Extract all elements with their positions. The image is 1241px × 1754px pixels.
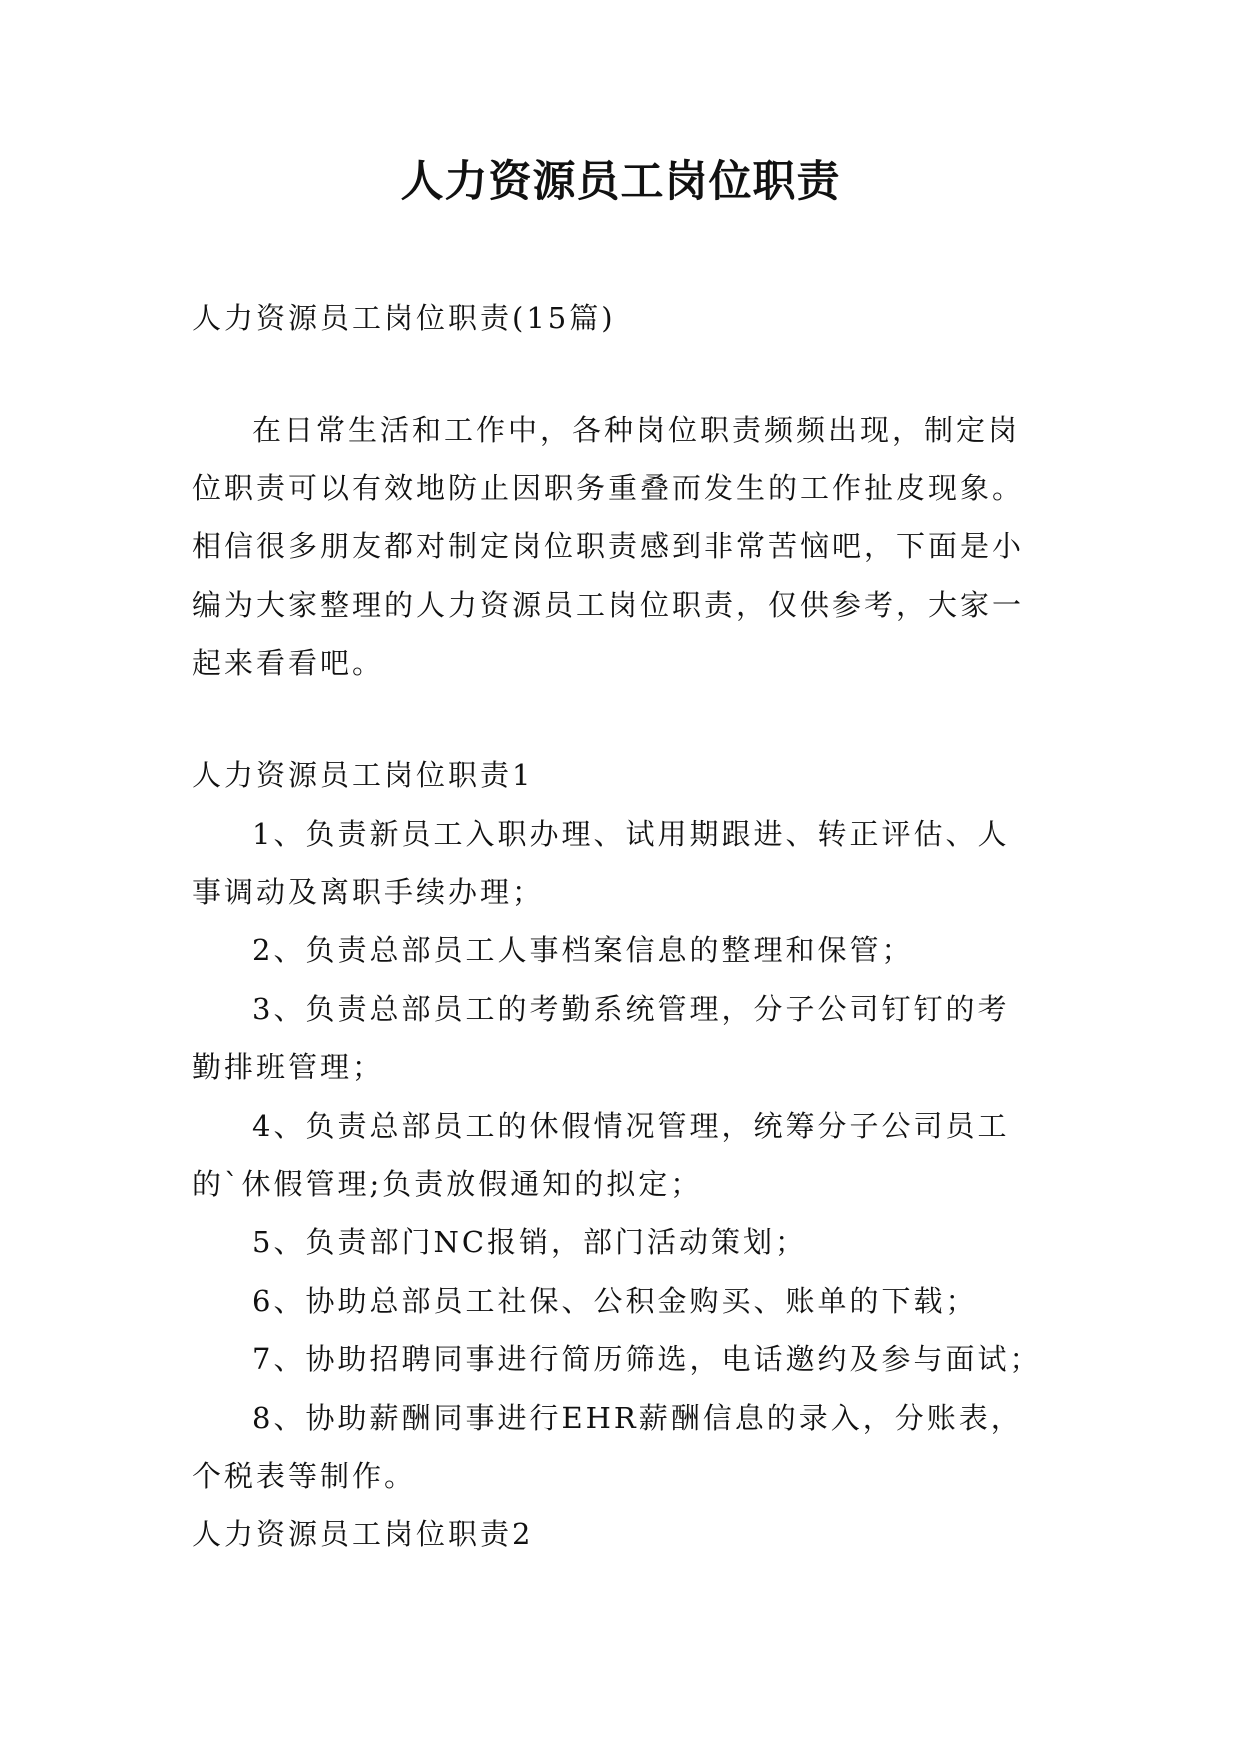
duty-line-3: 2、负责总部员工人事档案信息的整理和保管； bbox=[252, 933, 914, 967]
duty-line-12: 个税表等制作。 bbox=[192, 1459, 417, 1493]
intro-line-1: 在日常生活和工作中，各种岗位职责频频出现，制定岗 bbox=[252, 413, 1021, 447]
intro-line-5: 起来看看吧。 bbox=[192, 646, 385, 680]
section-heading-1: 人力资源员工岗位职责1 bbox=[192, 758, 534, 792]
duty-line-5: 勤排班管理； bbox=[192, 1050, 385, 1084]
duty-line-2: 事调动及离职手续办理； bbox=[192, 875, 545, 909]
duty-line-11: 8、协助薪酬同事进行EHR薪酬信息的录入，分账表， bbox=[252, 1401, 1023, 1435]
intro-line-2: 位职责可以有效地防止因职务重叠而发生的工作扯皮现象。 bbox=[192, 471, 1025, 505]
document-title: 人力资源员工岗位职责 bbox=[400, 157, 841, 207]
duty-line-10: 7、协助招聘同事进行简历筛选，电话邀约及参与面试； bbox=[252, 1342, 1042, 1376]
duty-line-1: 1、负责新员工入职办理、试用期跟进、转正评估、人 bbox=[252, 817, 1010, 851]
duty-line-7: 的`休假管理;负责放假通知的拟定； bbox=[192, 1167, 703, 1201]
duty-line-8: 5、负责部门NC报销，部门活动策划； bbox=[252, 1225, 808, 1259]
duty-line-9: 6、协助总部员工社保、公积金购买、账单的下载； bbox=[252, 1284, 978, 1318]
document-subtitle: 人力资源员工岗位职责(15篇) bbox=[192, 301, 616, 335]
intro-line-4: 编为大家整理的人力资源员工岗位职责，仅供参考，大家一 bbox=[192, 588, 1025, 622]
duty-line-6: 4、负责总部员工的休假情况管理，统筹分子公司员工 bbox=[252, 1109, 1010, 1143]
section-heading-2: 人力资源员工岗位职责2 bbox=[192, 1517, 534, 1551]
duty-line-4: 3、负责总部员工的考勤系统管理，分子公司钉钉的考 bbox=[252, 992, 1010, 1026]
intro-line-3: 相信很多朋友都对制定岗位职责感到非常苦恼吧，下面是小 bbox=[192, 529, 1025, 563]
